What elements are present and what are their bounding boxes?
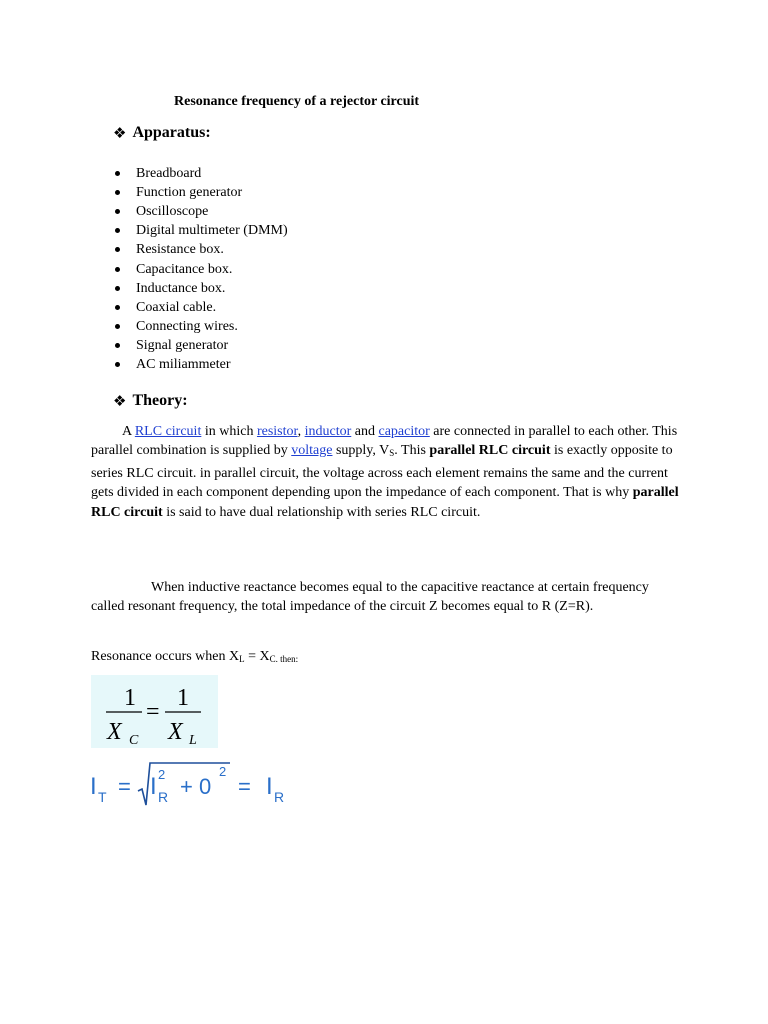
formula-ir-sub: R: [158, 789, 169, 805]
formula-denominator-right-sub: L: [189, 733, 197, 748]
resonance-paragraph: [91, 578, 684, 617]
bullet-icon: [115, 286, 120, 291]
resonance-condition: [91, 647, 684, 669]
list-item: [113, 202, 288, 221]
formula-equals-2: =: [238, 774, 251, 799]
reactance-formula-svg: [91, 675, 218, 748]
text-span: ,: [297, 424, 305, 439]
text-span: supply, V: [332, 443, 390, 459]
formula-numerator-left: 1: [124, 685, 136, 711]
bullet-icon: [115, 343, 120, 348]
text-span: in which: [201, 424, 257, 439]
bullet-icon: [115, 247, 120, 252]
resistor-link[interactable]: resistor: [256, 424, 298, 439]
bullet-icon: [115, 209, 120, 214]
list-item: [113, 164, 288, 183]
apparatus-list: [113, 164, 288, 374]
bullet-icon: [115, 362, 120, 367]
text-span: When inductive reactance becomes equal to the capacitive reactance at certain frequency called resonant frequency, the total impedance of the circuit Z becomes equal to R (Z=R).: [91, 580, 649, 615]
formula-equals: =: [146, 699, 160, 725]
apparatus-item-label: Inductance box.: [136, 280, 226, 296]
list-item: [113, 259, 288, 278]
apparatus-item-label: Breadboard: [136, 166, 202, 182]
text-span: are connected in parallel to each other. This parallel combination is supplied by: [91, 424, 678, 459]
text-span: = X: [244, 649, 270, 664]
theory-paragraph: [91, 422, 684, 522]
list-item: [113, 317, 288, 336]
theory-heading-label: Theory:: [132, 392, 188, 409]
formula-ir-sup: 2: [158, 767, 166, 782]
inductor-link[interactable]: inductor: [304, 424, 352, 439]
apparatus-item-label: Resistance box.: [136, 242, 224, 258]
bullet-icon: [115, 190, 120, 195]
apparatus-heading: [113, 124, 211, 142]
formula-plus-zero: + 0: [180, 774, 212, 799]
apparatus-item-label: Digital multimeter (DMM): [136, 223, 288, 239]
apparatus-item-label: Signal generator: [136, 337, 229, 353]
text-span: and: [351, 424, 379, 439]
text-span: Resonance occurs when X: [91, 649, 240, 664]
current-formula: [88, 757, 298, 817]
text-span: is said to have dual relationship with series RLC circuit.: [162, 504, 481, 520]
formula-ir: I: [150, 773, 157, 800]
apparatus-item-label: Capacitance box.: [136, 261, 233, 277]
diamond-bullet-icon: ❖: [113, 123, 127, 142]
list-item: [113, 240, 288, 259]
bold-term: parallel RLC circuit: [91, 485, 679, 520]
list-item: [113, 298, 288, 317]
bullet-icon: [115, 171, 120, 176]
subscript: L: [239, 654, 245, 664]
reactance-formula: [91, 675, 218, 748]
apparatus-item-label: AC miliammeter: [136, 356, 231, 372]
bullet-icon: [115, 267, 120, 272]
formula-equals-1: =: [118, 774, 131, 799]
voltage-link[interactable]: voltage: [291, 443, 333, 459]
apparatus-item-label: Oscilloscope: [136, 204, 209, 220]
formula-result: I: [266, 773, 273, 800]
formula-it: I: [90, 773, 97, 800]
rlc-circuit-link[interactable]: RLC circuit: [134, 424, 202, 439]
list-item: [113, 183, 288, 202]
list-item: [113, 221, 288, 240]
subscript: S: [389, 448, 395, 459]
list-item: [113, 355, 288, 374]
formula-denominator-right: X: [168, 719, 183, 745]
subscript: C. then:: [269, 654, 299, 664]
diamond-bullet-icon: ❖: [113, 391, 127, 410]
list-item: [113, 336, 288, 355]
formula-numerator-right: 1: [177, 685, 189, 711]
formula-it-sub: T: [98, 789, 107, 805]
bold-term: parallel RLC circuit: [429, 443, 551, 459]
apparatus-item-label: Coaxial cable.: [136, 299, 217, 315]
bullet-icon: [115, 305, 120, 310]
bullet-icon: [115, 324, 120, 329]
bullet-icon: [115, 228, 120, 233]
current-formula-svg: [88, 757, 298, 812]
apparatus-heading-label: Apparatus:: [132, 124, 211, 141]
formula-denominator-left: X: [107, 719, 122, 745]
text-span: is exactly opposite to series RLC circuit. in parallel circuit, the voltage across each element remains the same and the current gets divided in each component depending upon the impedance of each component. That is why: [91, 443, 673, 501]
formula-zero-sup: 2: [219, 764, 227, 779]
text-span: A: [122, 424, 135, 439]
document-title: Resonance frequency of a rejector circuit: [174, 94, 420, 109]
formula-denominator-left-sub: C: [129, 733, 139, 748]
list-item: [113, 279, 288, 298]
apparatus-item-label: Connecting wires.: [136, 318, 238, 334]
text-span: . This: [394, 443, 430, 459]
capacitor-link[interactable]: capacitor: [378, 424, 430, 439]
formula-result-sub: R: [274, 789, 285, 805]
theory-heading: [113, 392, 188, 410]
apparatus-item-label: Function generator: [136, 185, 243, 201]
